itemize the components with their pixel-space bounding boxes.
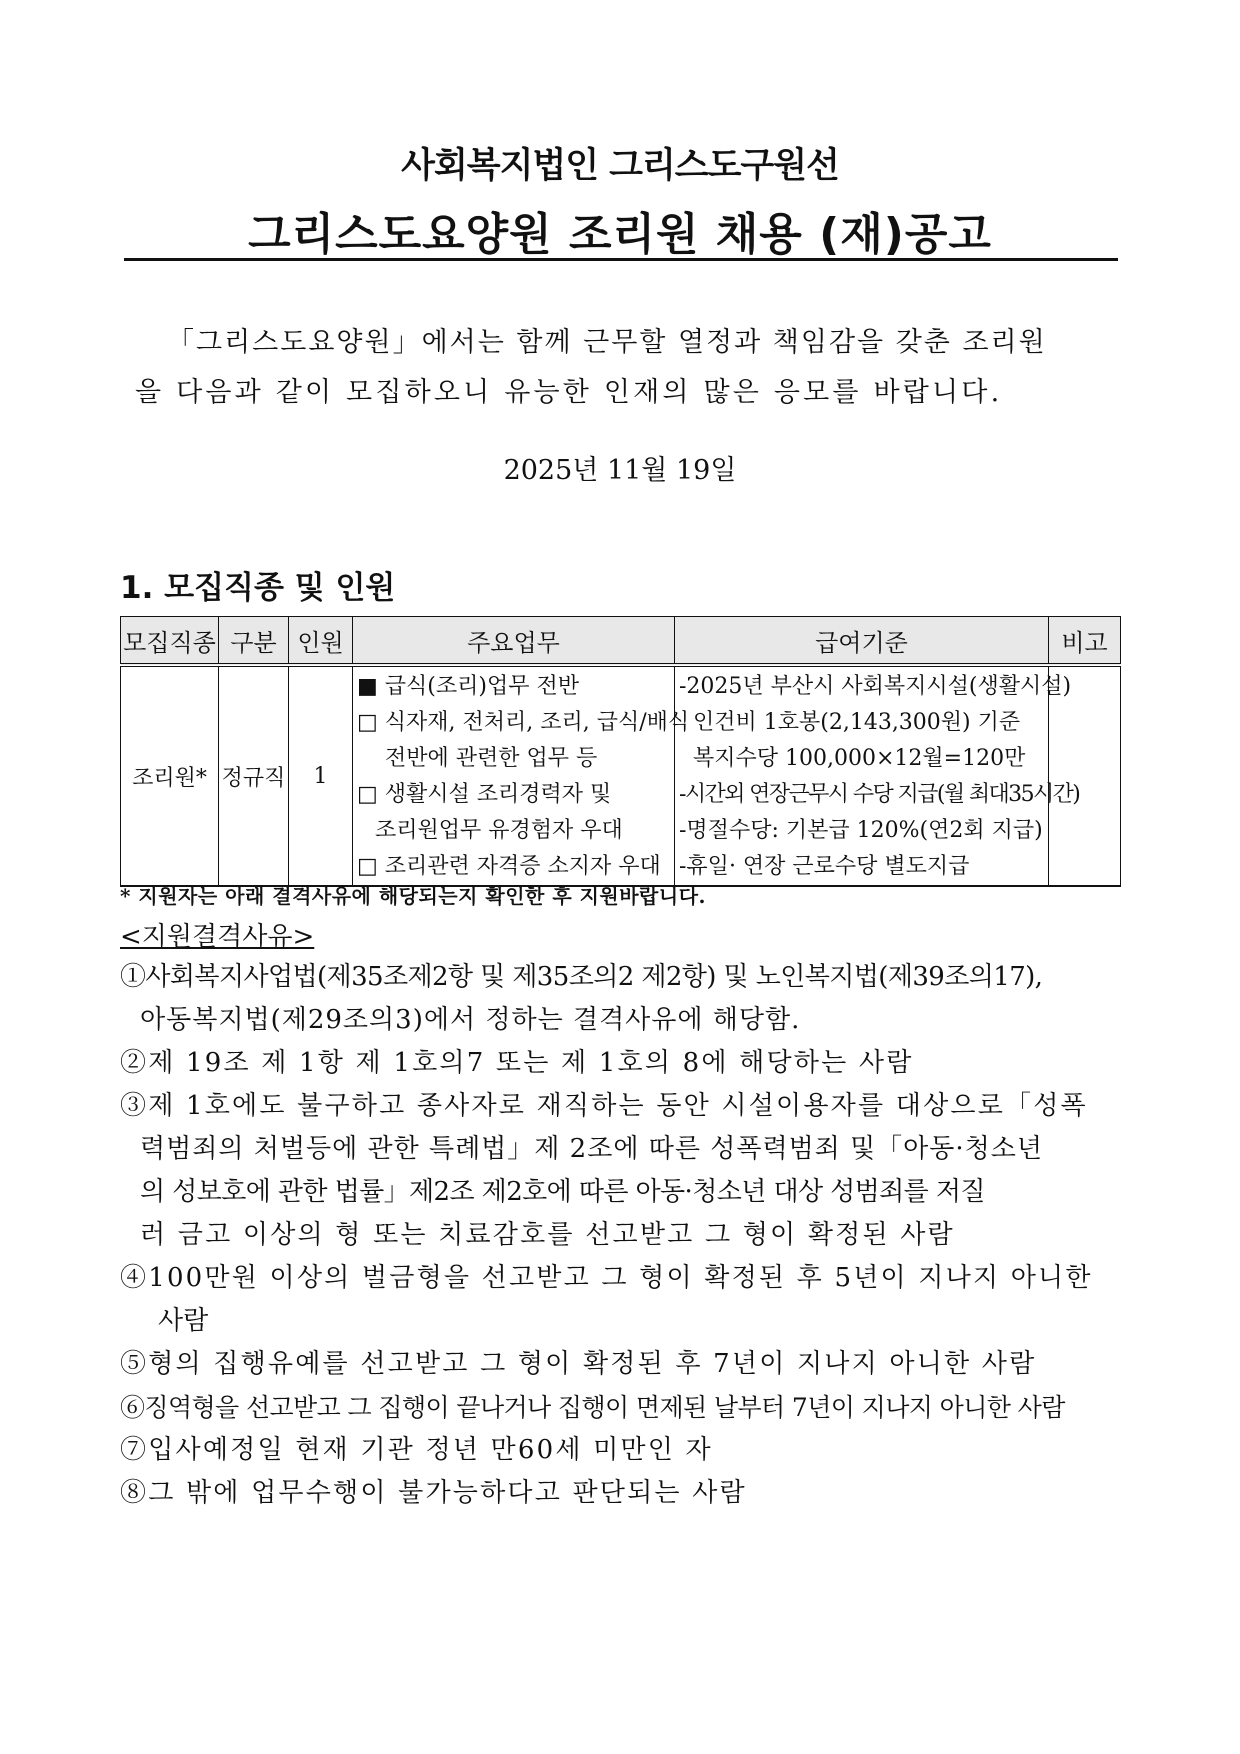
intro-line-2: 을 다음과 같이 모집하오니 유능한 인재의 많은 응모를 바랍니다.	[135, 377, 1003, 408]
cell-type: 정규직	[219, 665, 289, 886]
pay-line: -시간외 연장근무시 수당 지급(월 최대35시간)	[679, 782, 1080, 807]
disqualification-heading	[120, 916, 314, 953]
list-item	[120, 1257, 1120, 1343]
table-header-row	[121, 617, 1121, 666]
duty-line: □ 식자재, 전처리, 조리, 급식/배식	[357, 710, 690, 735]
recruitment-table	[120, 616, 1121, 887]
column-header: 비고	[1049, 617, 1121, 666]
cell-count: 1	[289, 665, 353, 886]
duty-line: □ 조리관련 자격증 소지자 우대	[357, 854, 661, 879]
list-item	[120, 1343, 1120, 1386]
title-underline	[124, 258, 1118, 261]
list-item	[120, 1386, 1120, 1429]
column-header: 인원	[289, 617, 353, 666]
list-item	[120, 1042, 1120, 1085]
list-item	[120, 1085, 1120, 1257]
section-heading-recruitment: 1. 모집직종 및 인원	[120, 570, 396, 606]
item-line: ⑧그 밖에 업무수행이 불가능하다고 판단되는 사람	[120, 1478, 747, 1508]
pay-line: -명절수당: 기본급 120%(연2회 지급)	[679, 818, 1043, 843]
duty-line: □ 생활시설 조리경력자 및	[357, 782, 612, 807]
item-line: ⑦입사예정일 현재 기관 정년 만60세 미만인 자	[120, 1435, 713, 1465]
notice-date: 2025년 11월 19일	[503, 455, 737, 486]
item-line: ③제 1호에도 불구하고 종사자로 재직하는 동안 시설이용자를 대상으로「성폭	[120, 1091, 1088, 1121]
applicant-footnote: * 지원자는 아래 결격사유에 해당되는지 확인한 후 지원바랍니다.	[120, 884, 706, 908]
disqualification-list	[120, 956, 1120, 1515]
duty-line: 조리원업무 유경험자 우대	[375, 818, 623, 843]
intro-paragraph	[135, 318, 1115, 418]
organization-name: 사회복지법인 그리스도구원선	[401, 146, 839, 186]
column-header: 구분	[219, 617, 289, 666]
pay-line: 인건비 1호봉(2,143,300원) 기준	[693, 710, 1021, 735]
list-item	[120, 1429, 1120, 1472]
item-line: 사람	[158, 1306, 209, 1336]
item-line: 력범죄의 처벌등에 관한 특례법」제 2조에 따른 성폭력범죄 및「아동·청소년	[140, 1134, 1044, 1164]
column-header: 모집직종	[121, 617, 219, 666]
item-line: ②제 19조 제 1항 제 1호의7 또는 제 1호의 8에 해당하는 사람	[120, 1048, 914, 1078]
intro-line-1: 「그리스도요양원」에서는 함께 근무할 열정과 책임감을 갖춘 조리원	[167, 327, 1047, 358]
cell-duties	[353, 665, 690, 886]
duty-line: ■ 급식(조리)업무 전반	[357, 674, 579, 699]
list-item	[120, 1472, 1120, 1515]
cell-job: 조리원*	[121, 665, 219, 886]
cell-pay	[675, 665, 1080, 886]
document-title: 그리스도요양원 조리원 채용 (재)공고	[248, 209, 992, 260]
column-header: 주요업무	[353, 617, 675, 666]
item-line: ⑤형의 집행유예를 선고받고 그 형이 확정된 후 7년이 지나지 아니한 사람	[120, 1349, 1037, 1379]
disqualification-heading-text: <지원결격사유>	[120, 922, 315, 952]
duty-line: 전반에 관련한 업무 등	[385, 746, 598, 771]
item-line: 의 성보호에 관한 법률」제2조 제2호에 따른 아동·청소년 대상 성범죄를 저질	[140, 1177, 985, 1207]
item-line: ①사회복지사업법(제35조제2항 및 제35조의2 제2항) 및 노인복지법(제39조의17),	[120, 962, 1043, 992]
pay-line: -휴일· 연장 근로수당 별도지급	[679, 854, 970, 879]
pay-line: -2025년 부산시 사회복지시설(생활시설)	[679, 674, 1072, 699]
pay-line: 복지수당 100,000×12월=120만	[693, 746, 1026, 771]
item-line: 아동복지법(제29조의3)에서 정하는 결격사유에 해당함.	[140, 1005, 801, 1035]
table-row	[121, 665, 1121, 886]
item-line: 러 금고 이상의 형 또는 치료감호를 선고받고 그 형이 확정된 사람	[140, 1220, 955, 1250]
item-line: ④100만원 이상의 벌금형을 선고받고 그 형이 확정된 후 5년이 지나지 아니한	[120, 1263, 1093, 1293]
item-line: ⑥징역형을 선고받고 그 집행이 끝나거나 집행이 면제된 날부터 7년이 지나지 아니한 사람	[120, 1393, 1065, 1422]
column-header: 급여기준	[675, 617, 1049, 666]
list-item	[120, 956, 1120, 1042]
